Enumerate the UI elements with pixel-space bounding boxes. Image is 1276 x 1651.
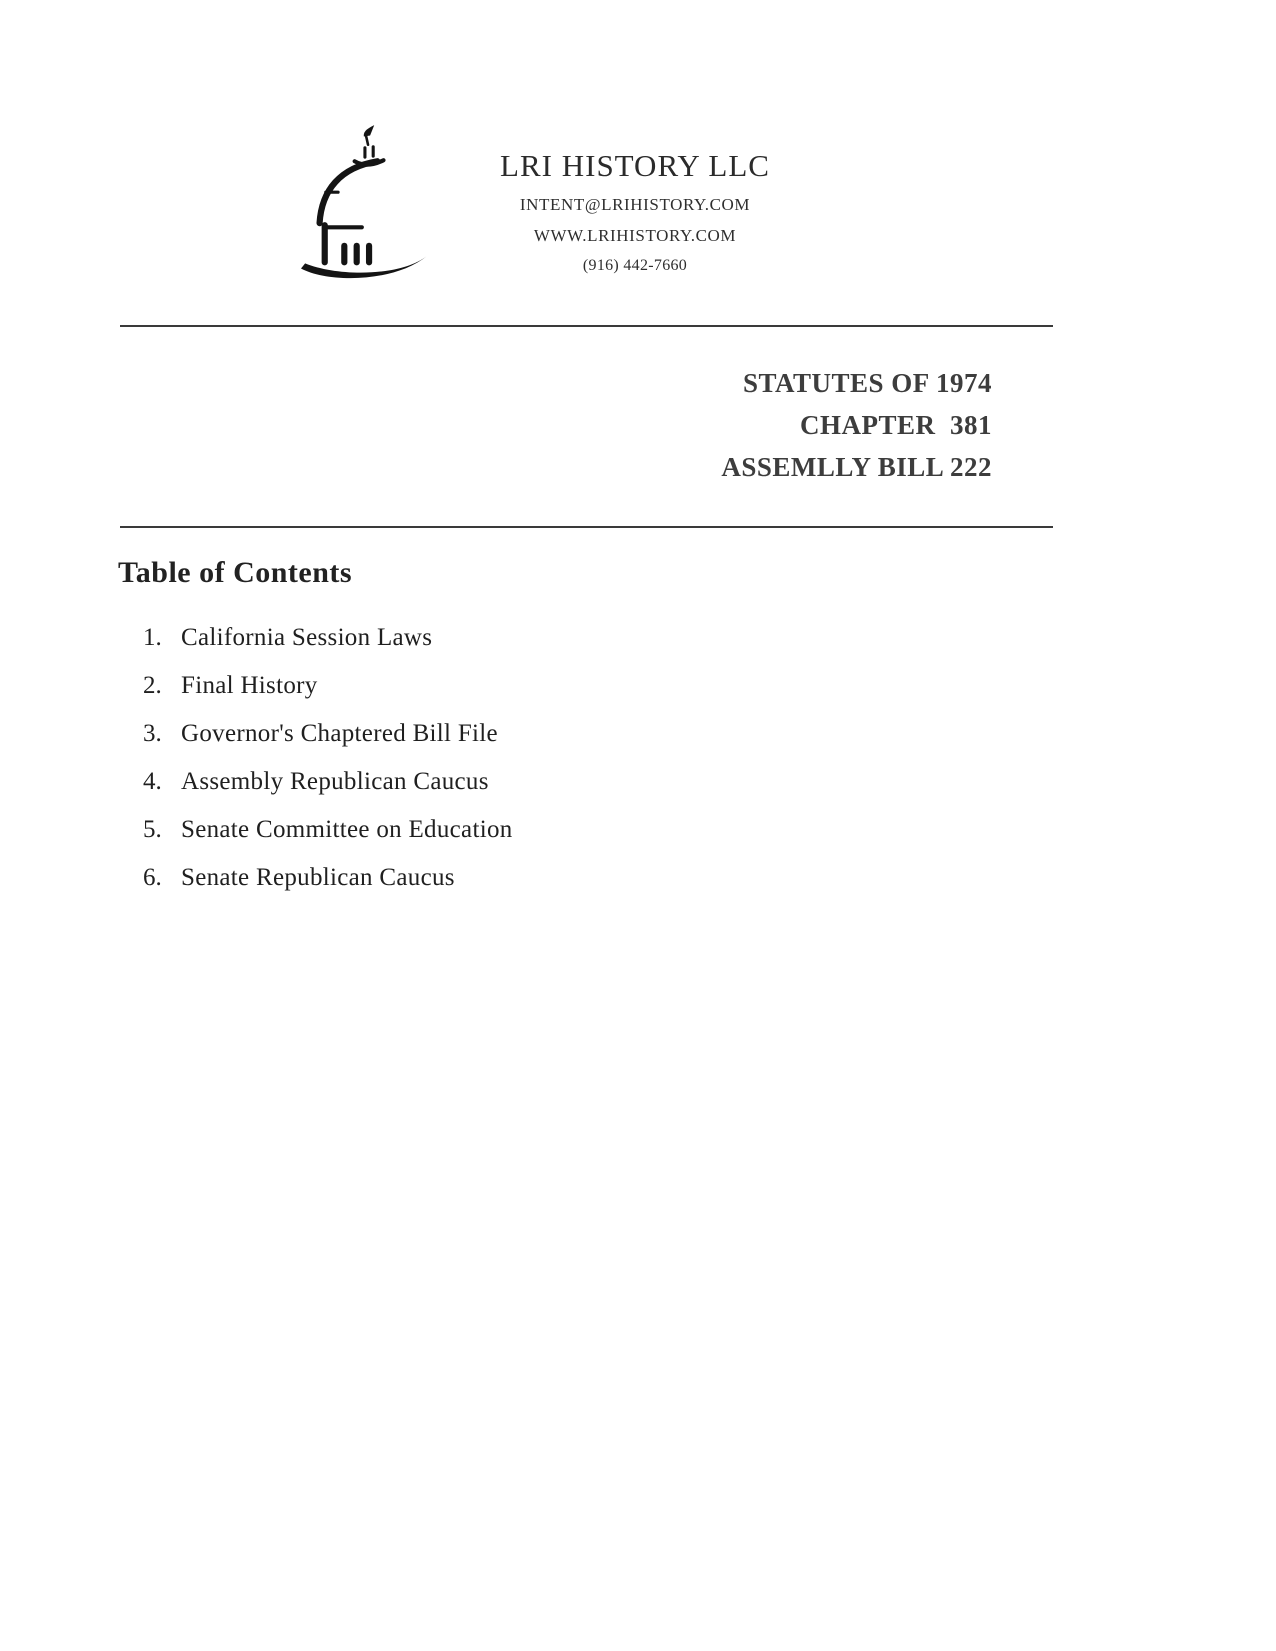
letterhead <box>292 120 800 285</box>
toc-item-number: 5. <box>143 816 162 843</box>
divider-top <box>120 325 1053 327</box>
letterhead-text <box>470 120 800 275</box>
toc-item <box>143 614 513 662</box>
company-email: INTENT@LRIHISTORY.COM <box>519 195 751 214</box>
toc-item-number: 1. <box>143 624 162 651</box>
toc-item-number: 6. <box>143 864 162 891</box>
toc-item-label: Senate Committee on Education <box>181 816 513 843</box>
toc-list <box>143 614 513 902</box>
toc-item-label: Senate Republican Caucus <box>181 864 455 891</box>
toc-item-number: 2. <box>143 672 162 699</box>
toc-item <box>143 854 513 902</box>
company-name: LRI HISTORY LLC <box>500 148 770 183</box>
toc-item-number: 4. <box>143 768 162 795</box>
toc-heading: Table of Contents <box>118 556 353 589</box>
company-phone: (916) 442-7660 <box>582 257 688 274</box>
toc-item <box>143 758 513 806</box>
toc-item-label: California Session Laws <box>181 624 433 651</box>
toc-item-label: Governor's Chaptered Bill File <box>181 720 498 747</box>
toc-item <box>143 710 513 758</box>
company-website: WWW.LRIHISTORY.COM <box>533 226 737 245</box>
toc-item-number: 3. <box>143 720 162 747</box>
toc-item <box>143 662 513 710</box>
toc-item <box>143 806 513 854</box>
toc-item-label: Final History <box>181 672 318 699</box>
divider-bottom <box>120 526 1053 528</box>
chapter-line: CHAPTER 381 <box>799 410 992 440</box>
bill-line: ASSEMLLY BILL 222 <box>721 452 992 482</box>
statutes-line: STATUTES OF 1974 <box>742 368 992 398</box>
toc-item-label: Assembly Republican Caucus <box>181 768 489 795</box>
document-title-block <box>721 362 992 488</box>
capitol-dome-logo-icon <box>292 120 442 285</box>
